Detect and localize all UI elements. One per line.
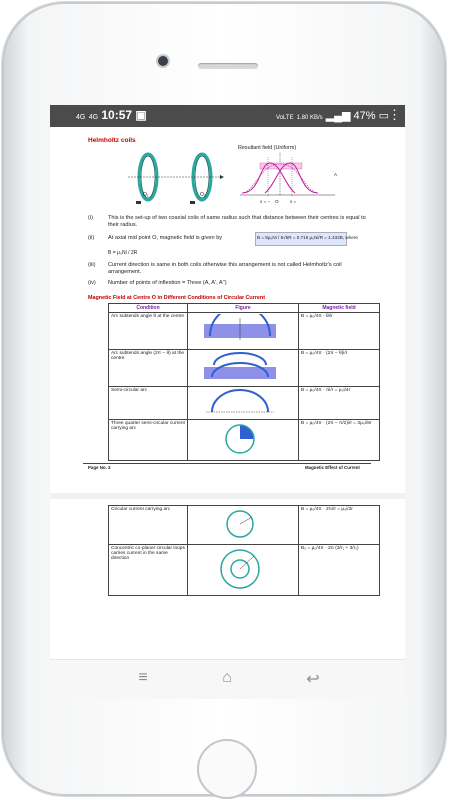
- table-row: [109, 420, 380, 461]
- resultant-field-label: Resultant field (Uniform): [238, 145, 297, 151]
- row-condition: Circular current carrying arc: [109, 506, 188, 545]
- header-condition: Condition: [109, 304, 188, 313]
- recent-apps-icon[interactable]: ≡: [138, 669, 148, 686]
- screen: [50, 105, 405, 699]
- back-icon[interactable]: ↩: [306, 671, 320, 688]
- row-figure: [188, 350, 299, 387]
- item-num-4: (iv): [88, 280, 96, 286]
- signal-icon: ▂▄▆: [325, 110, 351, 122]
- hardware-home-button[interactable]: [197, 739, 257, 799]
- label-x-right: x =: [290, 199, 297, 204]
- arc-theta-figure: [190, 314, 290, 346]
- net-speed: 1.80 KB/s: [296, 115, 323, 121]
- status-bar: [50, 105, 405, 127]
- battery-icon: ▭: [378, 110, 389, 122]
- row-figure: [188, 387, 299, 420]
- navigation-bar: [50, 659, 405, 699]
- footer-chapter: Magnetic Effect of Current: [305, 465, 360, 470]
- item-text-3: Current direction is same in both coils otherwise this arrangement is not called Helmholtz's coil arrangement.: [108, 262, 342, 275]
- field-table: [108, 303, 380, 461]
- semicircle-figure: [190, 388, 290, 416]
- phone-frame: [2, 2, 446, 796]
- row-condition: Three quarter semi-circular current carrying arc: [109, 420, 188, 461]
- item-text-4: Number of points of inflextion = Three (A, A', A''): [108, 280, 227, 286]
- formula-helmholtz: B = 8μ₀Ni / 5√5R = 0.716 μ₀Ni/R = 1.432B, where: [257, 235, 358, 240]
- row-figure: [188, 545, 299, 596]
- arc-2pi-theta-figure: [190, 351, 290, 383]
- label-a: A: [334, 172, 338, 177]
- row-figure: [188, 313, 299, 350]
- front-camera: [158, 56, 168, 66]
- item-text-2: At axial mid point O, magnetic field is given by: [108, 235, 223, 241]
- status-left: [76, 108, 147, 122]
- item-num-2: (ii): [88, 235, 95, 241]
- battery-percent: 47%: [353, 110, 376, 122]
- three-quarter-arc-figure: [190, 421, 290, 457]
- header-field: Magnetic field: [299, 304, 380, 313]
- section-title: Helmholtz coils: [88, 137, 136, 144]
- row-condition: Concentric co-planer circular loops carries current in the same direction: [109, 545, 188, 596]
- home-icon[interactable]: ⌂: [222, 669, 232, 686]
- overflow-menu-icon[interactable]: ⋮: [388, 107, 401, 122]
- concentric-loops-figure: [190, 546, 290, 592]
- row-field: B = μ₀/4π · (2π − π/2)i/r = 3μ₀i/8r: [299, 420, 380, 461]
- item-text-1: This is the set-up of two coaxial coils of same radius such that distance between their centres is equal to their radius.: [108, 215, 366, 228]
- item-num-1: (i): [88, 215, 93, 221]
- row-field: B = μ₀/4π · (2π − θ)i/r: [299, 350, 380, 387]
- row-field: B = μ₀/4π · θi/r: [299, 313, 380, 350]
- earpiece-speaker: [198, 63, 258, 69]
- clock: 10:57: [101, 108, 133, 122]
- table-row: [109, 313, 380, 350]
- row-field: B = μ₀/4π · 2πi/r = μ₀i/2r: [299, 506, 380, 545]
- table-row: [109, 545, 380, 596]
- label-o: O: [275, 199, 279, 204]
- row-condition: Arc subtends angle (2π − θ) at the centre: [109, 350, 188, 387]
- network-type: 4G: [76, 114, 86, 121]
- volte-indicator: VoLTE: [276, 115, 294, 121]
- row-condition: Semi-circular arc: [109, 387, 188, 420]
- item-num-3: (iii): [88, 262, 96, 268]
- label-x-left: x = −: [260, 199, 271, 204]
- row-figure: [188, 506, 299, 545]
- field-table-continued: [108, 505, 380, 596]
- table-row: [109, 387, 380, 420]
- network-type-2: 4G: [88, 114, 99, 121]
- status-right: [276, 109, 389, 122]
- table-title: Magnetic Field at Centre O in Different Conditions of Circular Current: [88, 295, 266, 301]
- footer-page-number: Page No. 3: [88, 465, 111, 470]
- row-field: B₀ = μ₀/4π · 2π (3/r₁ + 3/r₂): [299, 545, 380, 596]
- circle-figure: [190, 507, 290, 541]
- footer-rule: [83, 463, 371, 464]
- helmholtz-figure: [120, 145, 340, 215]
- document-page-2: [50, 499, 405, 659]
- label-o1: O₁: [143, 192, 149, 198]
- table-row: [109, 506, 380, 545]
- header-figure: Figure: [188, 304, 299, 313]
- row-field: B = μ₀/4π · πi/r = μ₀i/4r: [299, 387, 380, 420]
- table-row: [109, 350, 380, 387]
- gallery-icon: ▣: [135, 108, 147, 122]
- row-figure: [188, 420, 299, 461]
- formula-b: B = μ₀Ni / 2R: [108, 250, 138, 256]
- label-o2: O₂: [200, 192, 206, 198]
- row-condition: Arc subtends angle θ at the centre: [109, 313, 188, 350]
